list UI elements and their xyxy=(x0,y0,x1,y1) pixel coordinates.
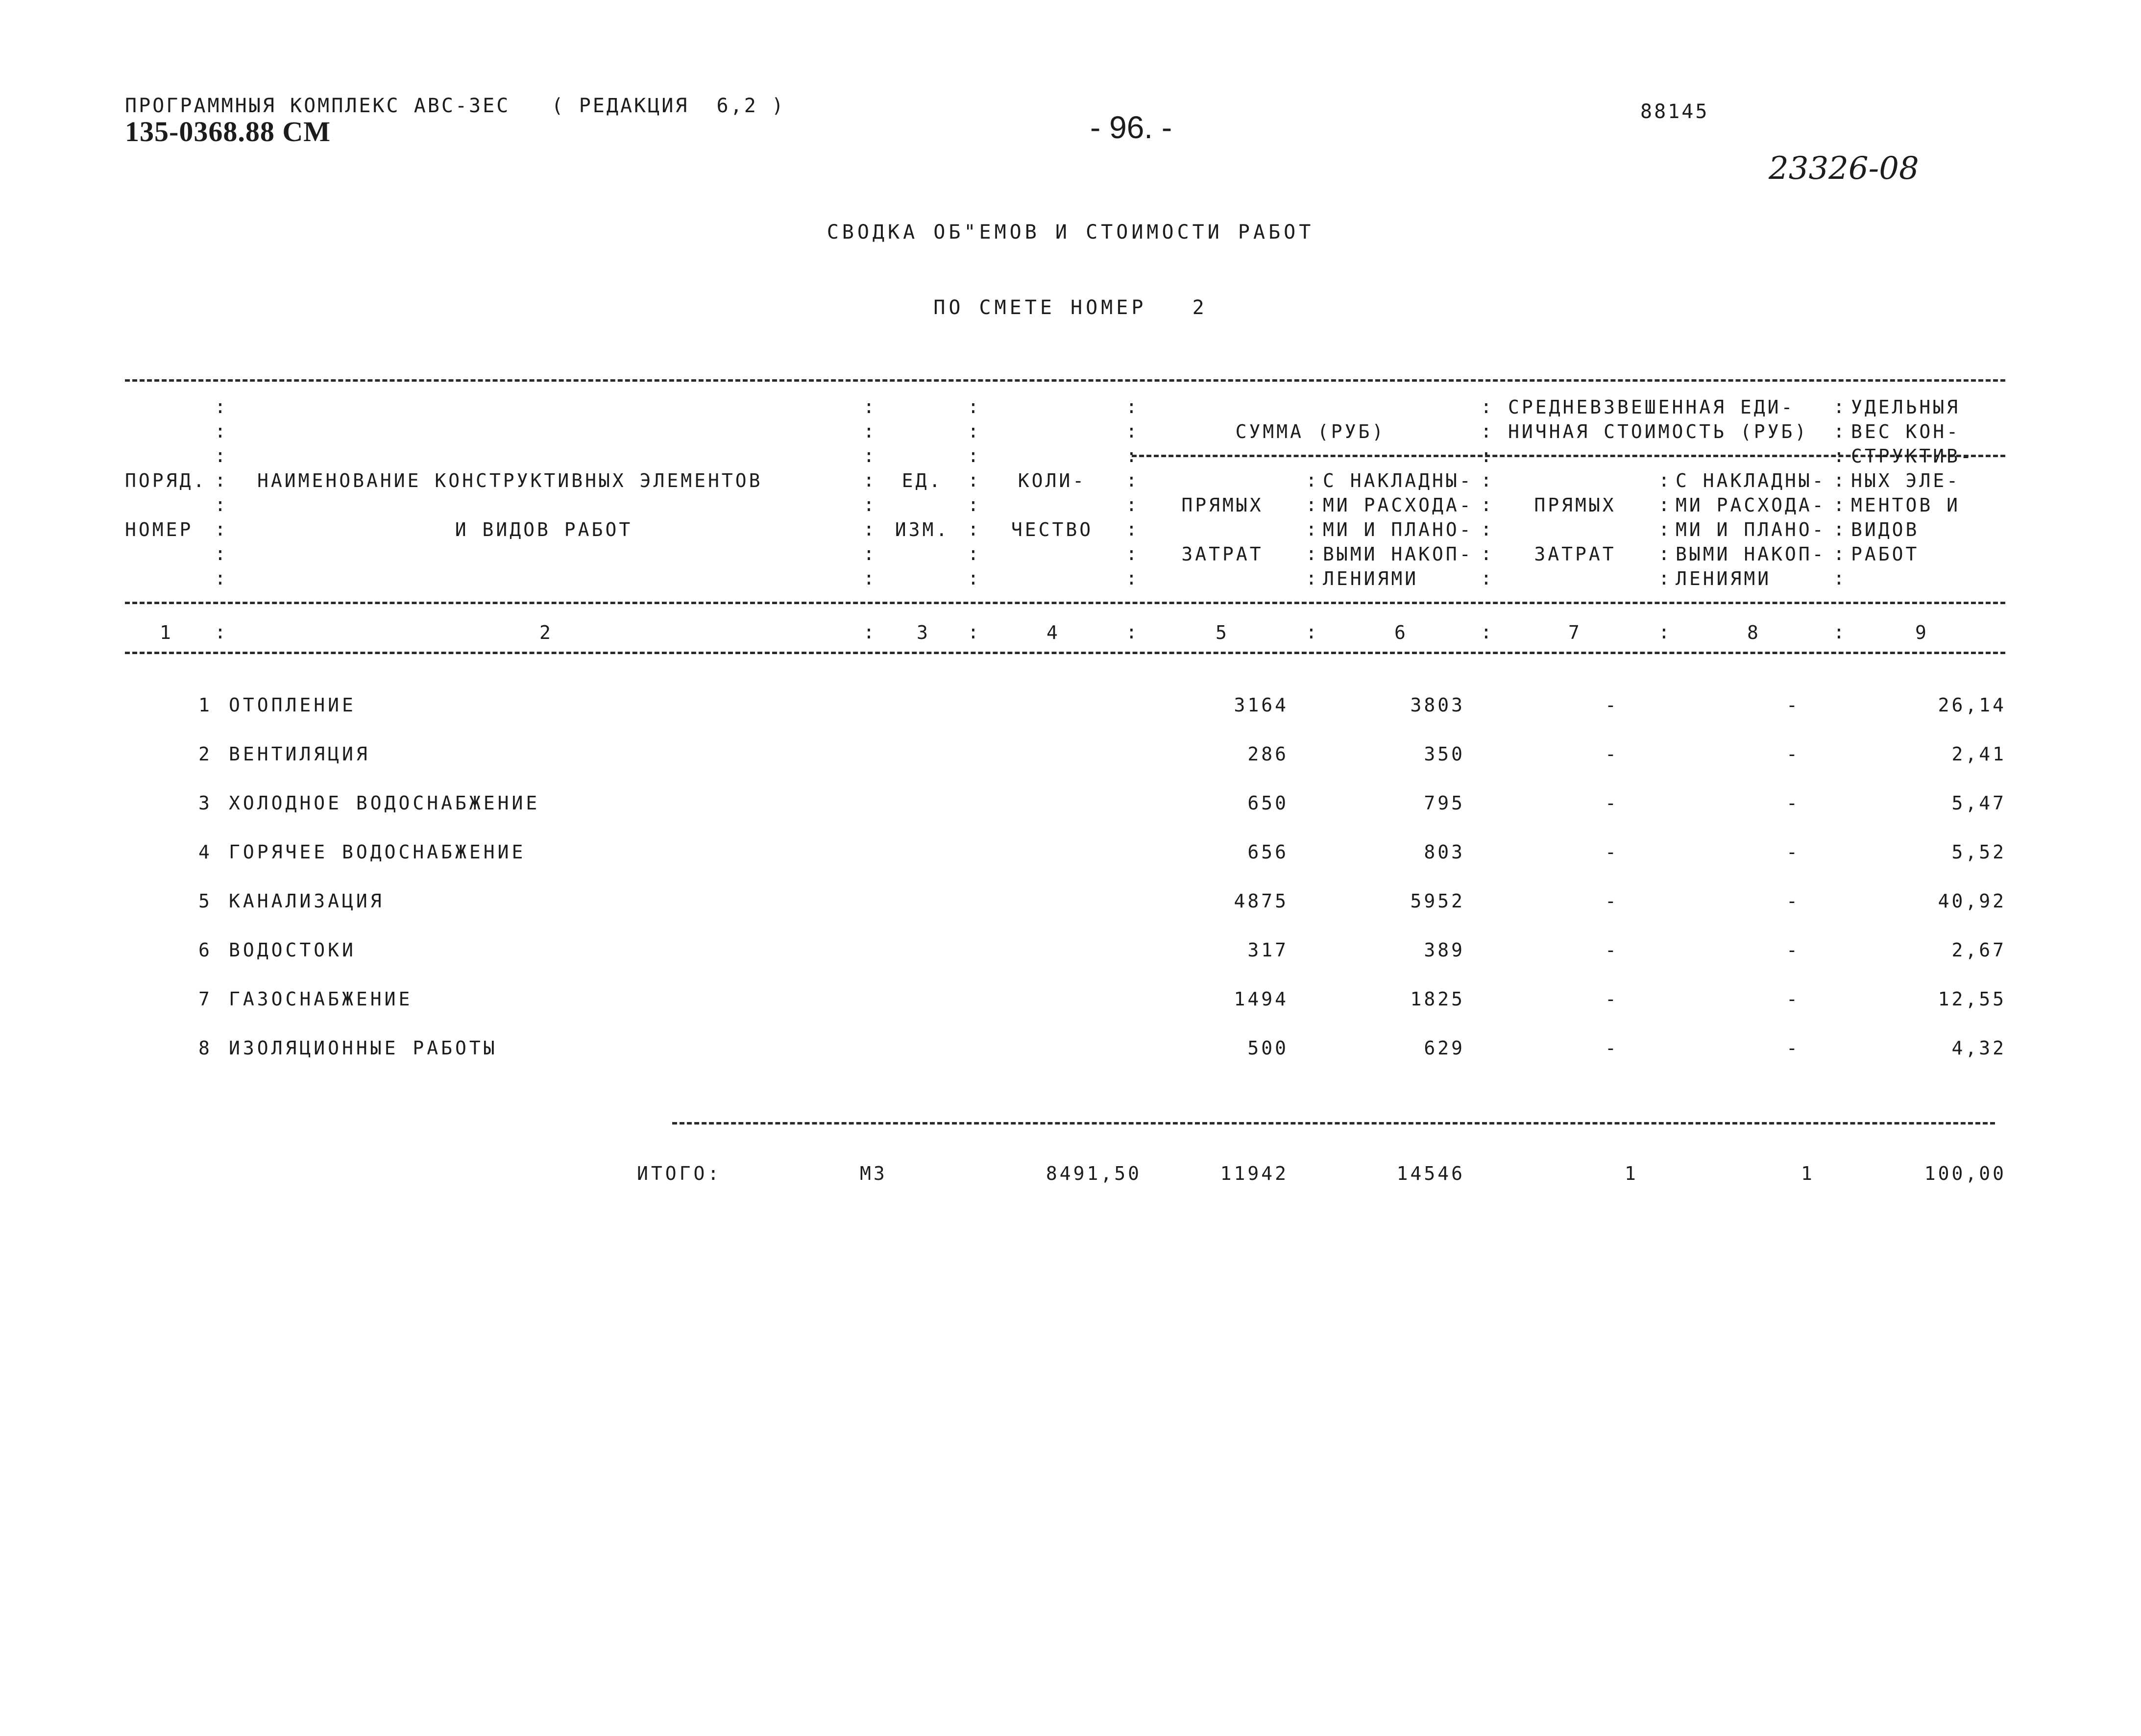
row-avg-direct: - xyxy=(1605,988,1619,1010)
row-number: 5 xyxy=(198,890,213,912)
row-avg-direct: - xyxy=(1605,792,1619,814)
header-avg-overhead-2: МИ РАСХОДА- xyxy=(1676,494,1826,516)
colnum-sep-5: : xyxy=(1306,621,1317,643)
row-number: 1 xyxy=(198,694,213,716)
row-avg-direct: - xyxy=(1605,694,1619,716)
row-name: ГАЗОСНАБЖЕНИЕ xyxy=(229,988,413,1010)
header-name-2: И ВИДОВ РАБОТ xyxy=(455,519,633,540)
row-name: КАНАЛИЗАЦИЯ xyxy=(229,890,385,912)
colnum-sep-7: : xyxy=(1658,621,1670,643)
row-overhead: 629 xyxy=(1424,1037,1465,1059)
row-name: ВОДОСТОКИ xyxy=(229,939,356,961)
rule-total xyxy=(672,1122,1995,1125)
header-direct-2: ЗАТРАТ xyxy=(1181,543,1264,565)
row-number: 6 xyxy=(198,939,213,961)
rule-header-bottom xyxy=(125,602,2005,604)
row-share: 40,92 xyxy=(1938,890,2006,912)
total-avg-direct: 1 xyxy=(1625,1163,1638,1184)
header-share-7: РАБОТ xyxy=(1851,543,1920,565)
row-share: 5,47 xyxy=(1951,792,2006,814)
colnum-sep-6: : xyxy=(1481,621,1492,643)
handwritten-number: 23326-08 xyxy=(1769,150,1919,187)
row-share: 2,41 xyxy=(1951,743,2006,765)
header-overhead-3: МИ И ПЛАНО- xyxy=(1323,519,1473,540)
row-avg-overhead: - xyxy=(1786,792,1800,814)
header-share-6: ВИДОВ xyxy=(1851,519,1920,540)
header-name-1: НАИМЕНОВАНИЕ КОНСТРУКТИВНЫХ ЭЛЕМЕНТОВ xyxy=(257,470,763,491)
row-overhead: 389 xyxy=(1424,939,1465,961)
header-avg-direct-1: ПРЯМЫХ xyxy=(1534,494,1616,516)
row-share: 26,14 xyxy=(1938,694,2006,716)
header-avg-group-2: НИЧНАЯ СТОИМОСТЬ (РУБ) xyxy=(1508,421,1809,442)
row-name: ГОРЯЧЕЕ ВОДОСНАБЖЕНИЕ xyxy=(229,841,526,863)
row-direct: 4875 xyxy=(1234,890,1289,912)
header-sum-group: СУММА (РУБ) xyxy=(1235,421,1386,442)
header-overhead-1: С НАКЛАДНЫ- xyxy=(1323,470,1473,491)
row-number: 3 xyxy=(198,792,213,814)
header-share-5: МЕНТОВ И xyxy=(1851,494,1961,516)
header-share-3: СТРУКТИВ- xyxy=(1851,445,1974,467)
header-overhead-4: ВЫМИ НАКОП- xyxy=(1323,543,1473,565)
row-avg-overhead: - xyxy=(1786,890,1800,912)
header-qty-2: ЧЕСТВО xyxy=(1011,519,1094,540)
colnum-4: 4 xyxy=(1046,622,1060,643)
rule-top xyxy=(125,379,2005,382)
total-label: ИТОГО: xyxy=(637,1163,722,1184)
total-avg-overhead: 1 xyxy=(1801,1163,1815,1184)
row-name: ОТОПЛЕНИЕ xyxy=(229,694,356,716)
row-overhead: 5952 xyxy=(1410,890,1465,912)
header-avg-overhead-1: С НАКЛАДНЫ- xyxy=(1676,470,1826,491)
colnum-1: 1 xyxy=(160,622,173,643)
row-overhead: 350 xyxy=(1424,743,1465,765)
row-avg-direct: - xyxy=(1605,890,1619,912)
row-name: ХОЛОДНОЕ ВОДОСНАБЖЕНИЕ xyxy=(229,792,540,814)
row-overhead: 803 xyxy=(1424,841,1465,863)
header-avg-overhead-3: МИ И ПЛАНО- xyxy=(1676,519,1826,540)
row-avg-overhead: - xyxy=(1786,743,1800,765)
row-name: ВЕНТИЛЯЦИЯ xyxy=(229,743,370,765)
program-line: ПРОГРАММНЫЯ КОМПЛЕКС АВС-ЗЕС ( РЕДАКЦИЯ 6,2 ) xyxy=(125,95,785,117)
colnum-3: 3 xyxy=(917,622,930,643)
row-direct: 3164 xyxy=(1234,694,1289,716)
sep-2: : : : : : : : : xyxy=(863,396,875,589)
row-share: 2,67 xyxy=(1951,939,2006,961)
total-share: 100,00 xyxy=(1924,1163,2006,1184)
colnum-seps: : xyxy=(215,621,226,643)
total-direct: 11942 xyxy=(1220,1163,1289,1184)
sep-1: : : : : : : : : xyxy=(215,396,226,589)
sep-6: : : : : : : : : xyxy=(1481,396,1492,589)
row-avg-direct: - xyxy=(1605,743,1619,765)
total-overhead: 14546 xyxy=(1396,1163,1465,1184)
colnum-7: 7 xyxy=(1568,622,1582,643)
row-share: 12,55 xyxy=(1938,988,2006,1010)
row-overhead: 3803 xyxy=(1410,694,1465,716)
document-subtitle: ПО СМЕТЕ НОМЕР 2 xyxy=(933,296,1208,319)
rule-colnums-bottom xyxy=(125,652,2005,654)
row-overhead: 795 xyxy=(1424,792,1465,814)
header-unit-2: ИЗМ. xyxy=(895,519,950,540)
colnum-9: 9 xyxy=(1915,622,1929,643)
header-avg-group-1: СРЕДНЕВЗВЕШЕННАЯ ЕДИ- xyxy=(1508,396,1795,418)
sep-4: : : : : : : : : xyxy=(1126,396,1137,589)
row-direct: 650 xyxy=(1247,792,1289,814)
header-order-1: ПОРЯД. xyxy=(125,470,207,491)
sep-7: : : : : : xyxy=(1658,469,1670,589)
row-number: 7 xyxy=(198,988,213,1010)
header-order-2: НОМЕР xyxy=(125,519,194,540)
row-number: 4 xyxy=(198,841,213,863)
total-unit: М3 xyxy=(860,1163,887,1184)
header-qty-1: КОЛИ- xyxy=(1018,470,1087,491)
row-name: ИЗОЛЯЦИОННЫЕ РАБОТЫ xyxy=(229,1037,498,1059)
row-avg-direct: - xyxy=(1605,939,1619,961)
row-share: 5,52 xyxy=(1951,841,2006,863)
row-avg-overhead: - xyxy=(1786,694,1800,716)
header-overhead-5: ЛЕНИЯМИ xyxy=(1323,568,1419,589)
row-direct: 286 xyxy=(1247,743,1289,765)
header-avg-overhead-5: ЛЕНИЯМИ xyxy=(1676,568,1772,589)
row-number: 2 xyxy=(198,743,213,765)
row-avg-overhead: - xyxy=(1786,988,1800,1010)
sep-5: : : : : : xyxy=(1306,469,1317,589)
row-direct: 317 xyxy=(1247,939,1289,961)
row-avg-overhead: - xyxy=(1786,841,1800,863)
header-avg-overhead-4: ВЫМИ НАКОП- xyxy=(1676,543,1826,565)
document-number: 88145 xyxy=(1640,100,1709,123)
colnum-sep-8: : xyxy=(1833,621,1845,643)
colnum-2: 2 xyxy=(539,622,553,643)
row-direct: 656 xyxy=(1247,841,1289,863)
colnum-5: 5 xyxy=(1216,622,1229,643)
colnum-sep-2: : xyxy=(863,621,875,643)
row-share: 4,32 xyxy=(1951,1037,2006,1059)
header-share-4: НЫХ ЭЛЕ- xyxy=(1851,470,1961,491)
document-title: СВОДКА ОБ"ЕМОВ И СТОИМОСТИ РАБОТ xyxy=(827,221,1314,244)
document-code: 135-0368.88 СМ xyxy=(125,116,331,147)
row-avg-direct: - xyxy=(1605,841,1619,863)
header-share-1: УДЕЛЬНЫЯ xyxy=(1851,396,1961,418)
row-avg-overhead: - xyxy=(1786,1037,1800,1059)
row-avg-overhead: - xyxy=(1786,939,1800,961)
colnum-sep-3: : xyxy=(968,621,979,643)
header-direct-1: ПРЯМЫХ xyxy=(1181,494,1264,516)
row-direct: 500 xyxy=(1247,1037,1289,1059)
sep-8: : : : : : : : : xyxy=(1833,396,1845,589)
row-overhead: 1825 xyxy=(1410,988,1465,1010)
header-unit-1: ЕД. xyxy=(901,470,943,491)
page-number: - 96. - xyxy=(1090,110,1172,145)
row-avg-direct: - xyxy=(1605,1037,1619,1059)
sep-3: : : : : : : : : xyxy=(968,396,979,589)
row-direct: 1494 xyxy=(1234,988,1289,1010)
row-number: 8 xyxy=(198,1037,213,1059)
header-share-2: ВЕС КОН- xyxy=(1851,421,1961,442)
header-avg-direct-2: ЗАТРАТ xyxy=(1534,543,1616,565)
colnum-8: 8 xyxy=(1747,622,1761,643)
total-quantity: 8491,50 xyxy=(1046,1163,1142,1184)
colnum-6: 6 xyxy=(1394,622,1408,643)
colnum-sep-4: : xyxy=(1126,621,1137,643)
header-overhead-2: МИ РАСХОДА- xyxy=(1323,494,1473,516)
